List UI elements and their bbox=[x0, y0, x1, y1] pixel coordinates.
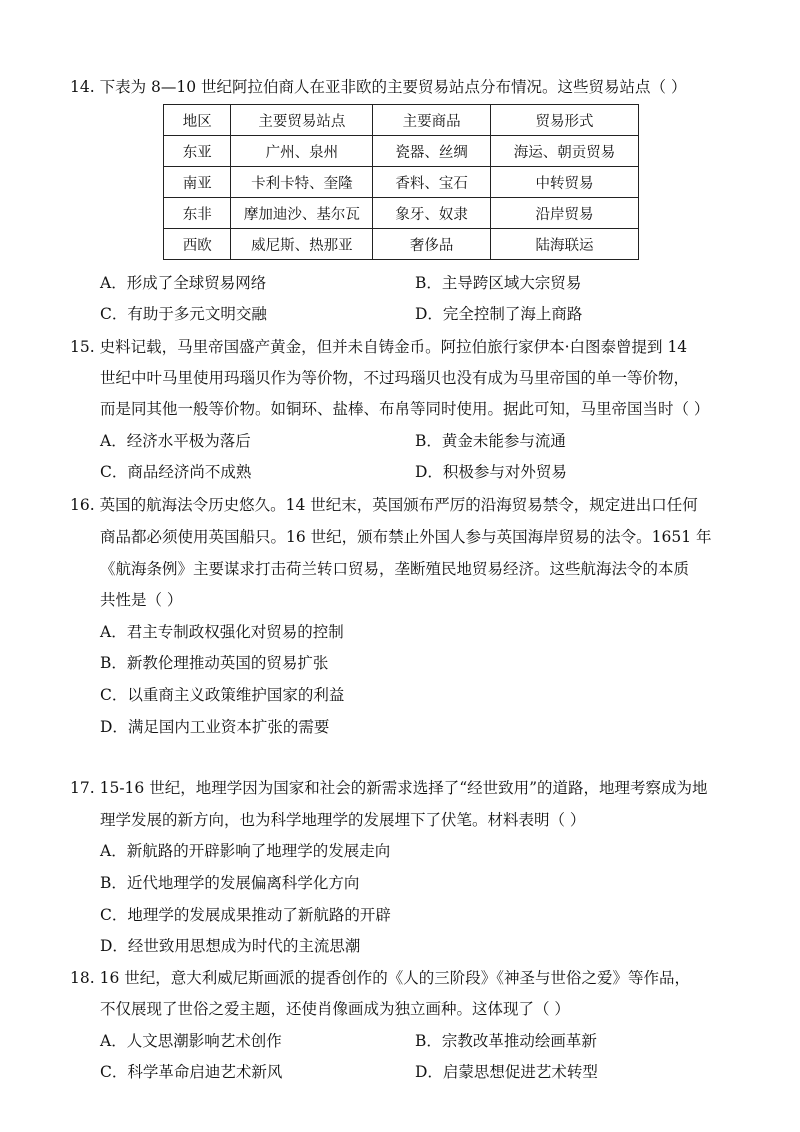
table-cell: 奢侈品 bbox=[373, 229, 491, 260]
q18-option-a[interactable]: A．人文思潮影响艺术创作 bbox=[100, 1032, 282, 1050]
q15-option-a[interactable]: A．经济水平极为落后 bbox=[100, 432, 251, 450]
q16-line-2: 商品都必须使用英国船只。16 世纪，颁布禁止外国人参与英国海岸贸易的法令。1651 年 bbox=[100, 528, 712, 546]
q14-option-a[interactable]: A．形成了全球贸易网络 bbox=[100, 274, 267, 292]
table-cell: 海运、朝贡贸易 bbox=[491, 136, 639, 167]
table-row bbox=[164, 136, 639, 167]
q16-stem-line-1 bbox=[70, 494, 698, 516]
q18-line-1: 16 世纪，意大利威尼斯画派的提香创作的《人的三阶段》《神圣与世俗之爱》等作品， bbox=[99, 969, 690, 987]
q17-line-2: 理学发展的新方向，也为科学地理学的发展埋下了伏笔。材料表明（ ） bbox=[100, 811, 586, 829]
q18-option-c[interactable]: C．科学革命启迪艺术新风 bbox=[100, 1063, 283, 1081]
q16-option-d[interactable]: D．满足国内工业资本扩张的需要 bbox=[100, 718, 330, 736]
q14-option-b[interactable]: B．主导跨区域大宗贸易 bbox=[415, 274, 582, 292]
q17-number: 17. bbox=[70, 779, 95, 797]
table-cell: 东亚 bbox=[164, 136, 231, 167]
table-cell: 南亚 bbox=[164, 167, 231, 198]
table-cell: 摩加迪沙、基尔瓦 bbox=[231, 198, 373, 229]
table-cell: 威尼斯、热那亚 bbox=[231, 229, 373, 260]
q15-line-2: 世纪中叶马里使用玛瑙贝作为等价物，不过玛瑙贝也没有成为马里帝国的单一等价物， bbox=[100, 369, 690, 387]
table-row bbox=[164, 167, 639, 198]
q14-trade-table bbox=[163, 104, 639, 260]
table-header-row bbox=[164, 105, 639, 136]
q14-option-c[interactable]: C．有助于多元文明交融 bbox=[100, 305, 267, 323]
q15-option-b[interactable]: B．黄金未能参与流通 bbox=[415, 432, 566, 450]
q15-option-d[interactable]: D．积极参与对外贸易 bbox=[415, 463, 567, 481]
q17-option-d[interactable]: D．经世致用思想成为时代的主流思潮 bbox=[100, 937, 361, 955]
table-cell: 西欧 bbox=[164, 229, 231, 260]
q16-line-4: 共性是（ ） bbox=[100, 591, 183, 609]
header-goods: 主要商品 bbox=[373, 105, 491, 136]
q15-option-c[interactable]: C．商品经济尚不成熟 bbox=[100, 463, 252, 481]
table-cell: 沿岸贸易 bbox=[491, 198, 639, 229]
table-cell: 陆海联运 bbox=[491, 229, 639, 260]
table-cell: 广州、泉州 bbox=[231, 136, 373, 167]
q14-stem bbox=[70, 76, 686, 98]
table-cell: 卡利卡特、奎隆 bbox=[231, 167, 373, 198]
q17-option-b[interactable]: B．近代地理学的发展偏离科学化方向 bbox=[100, 874, 360, 892]
q14-number: 14. bbox=[70, 78, 95, 96]
q14-option-d[interactable]: D．完全控制了海上商路 bbox=[415, 305, 583, 323]
table-cell: 香料、宝石 bbox=[373, 167, 491, 198]
q15-line-3: 而是同其他一般等价物。如铜环、盐棒、布帛等同时使用。据此可知，马里帝国当时（ ） bbox=[100, 400, 710, 418]
q16-line-3: 《航海条例》主要谋求打击荷兰转口贸易，垄断殖民地贸易经济。这些航海法令的本质 bbox=[100, 560, 690, 578]
table-row bbox=[164, 229, 639, 260]
header-stations: 主要贸易站点 bbox=[231, 105, 373, 136]
table-cell: 象牙、奴隶 bbox=[373, 198, 491, 229]
q18-number: 18. bbox=[70, 969, 95, 987]
q17-stem-line-1 bbox=[70, 777, 708, 799]
q17-line-1: 15-16 世纪，地理学因为国家和社会的新需求选择了“经世致用”的道路，地理考察成为地 bbox=[99, 779, 708, 797]
table-cell: 瓷器、丝绸 bbox=[373, 136, 491, 167]
q18-option-d[interactable]: D．启蒙思想促进艺术转型 bbox=[415, 1063, 598, 1081]
table-cell: 中转贸易 bbox=[491, 167, 639, 198]
header-trade-form: 贸易形式 bbox=[491, 105, 639, 136]
header-region: 地区 bbox=[164, 105, 231, 136]
table-row bbox=[164, 198, 639, 229]
q17-option-a[interactable]: A．新航路的开辟影响了地理学的发展走向 bbox=[100, 842, 391, 860]
q15-stem-line-1 bbox=[70, 336, 687, 358]
q18-option-b[interactable]: B．宗教改革推动绘画革新 bbox=[415, 1032, 597, 1050]
q18-stem-line-1 bbox=[70, 967, 690, 989]
q16-option-b[interactable]: B．新教伦理推动英国的贸易扩张 bbox=[100, 654, 329, 672]
table-cell: 东非 bbox=[164, 198, 231, 229]
q16-number: 16. bbox=[70, 496, 95, 514]
q16-option-c[interactable]: C．以重商主义政策维护国家的利益 bbox=[100, 686, 345, 704]
q16-line-1: 英国的航海法令历史悠久。14 世纪末，英国颁布严厉的沿海贸易禁令，规定进出口任何 bbox=[99, 496, 698, 514]
q18-line-2: 不仅展现了世俗之爱主题，还使肖像画成为独立画种。这体现了（ ） bbox=[100, 1000, 570, 1018]
q17-option-c[interactable]: C．地理学的发展成果推动了新航路的开辟 bbox=[100, 906, 391, 924]
q16-option-a[interactable]: A．君主专制政权强化对贸易的控制 bbox=[100, 623, 344, 641]
q14-stem-text: 下表为 8—10 世纪阿拉伯商人在亚非欧的主要贸易站点分布情况。这些贸易站点（ ） bbox=[99, 78, 687, 96]
q15-number: 15. bbox=[70, 338, 95, 356]
q15-line-1: 史料记载，马里帝国盛产黄金，但并未自铸金币。阿拉伯旅行家伊本·白图泰曾提到 14 bbox=[99, 338, 688, 356]
